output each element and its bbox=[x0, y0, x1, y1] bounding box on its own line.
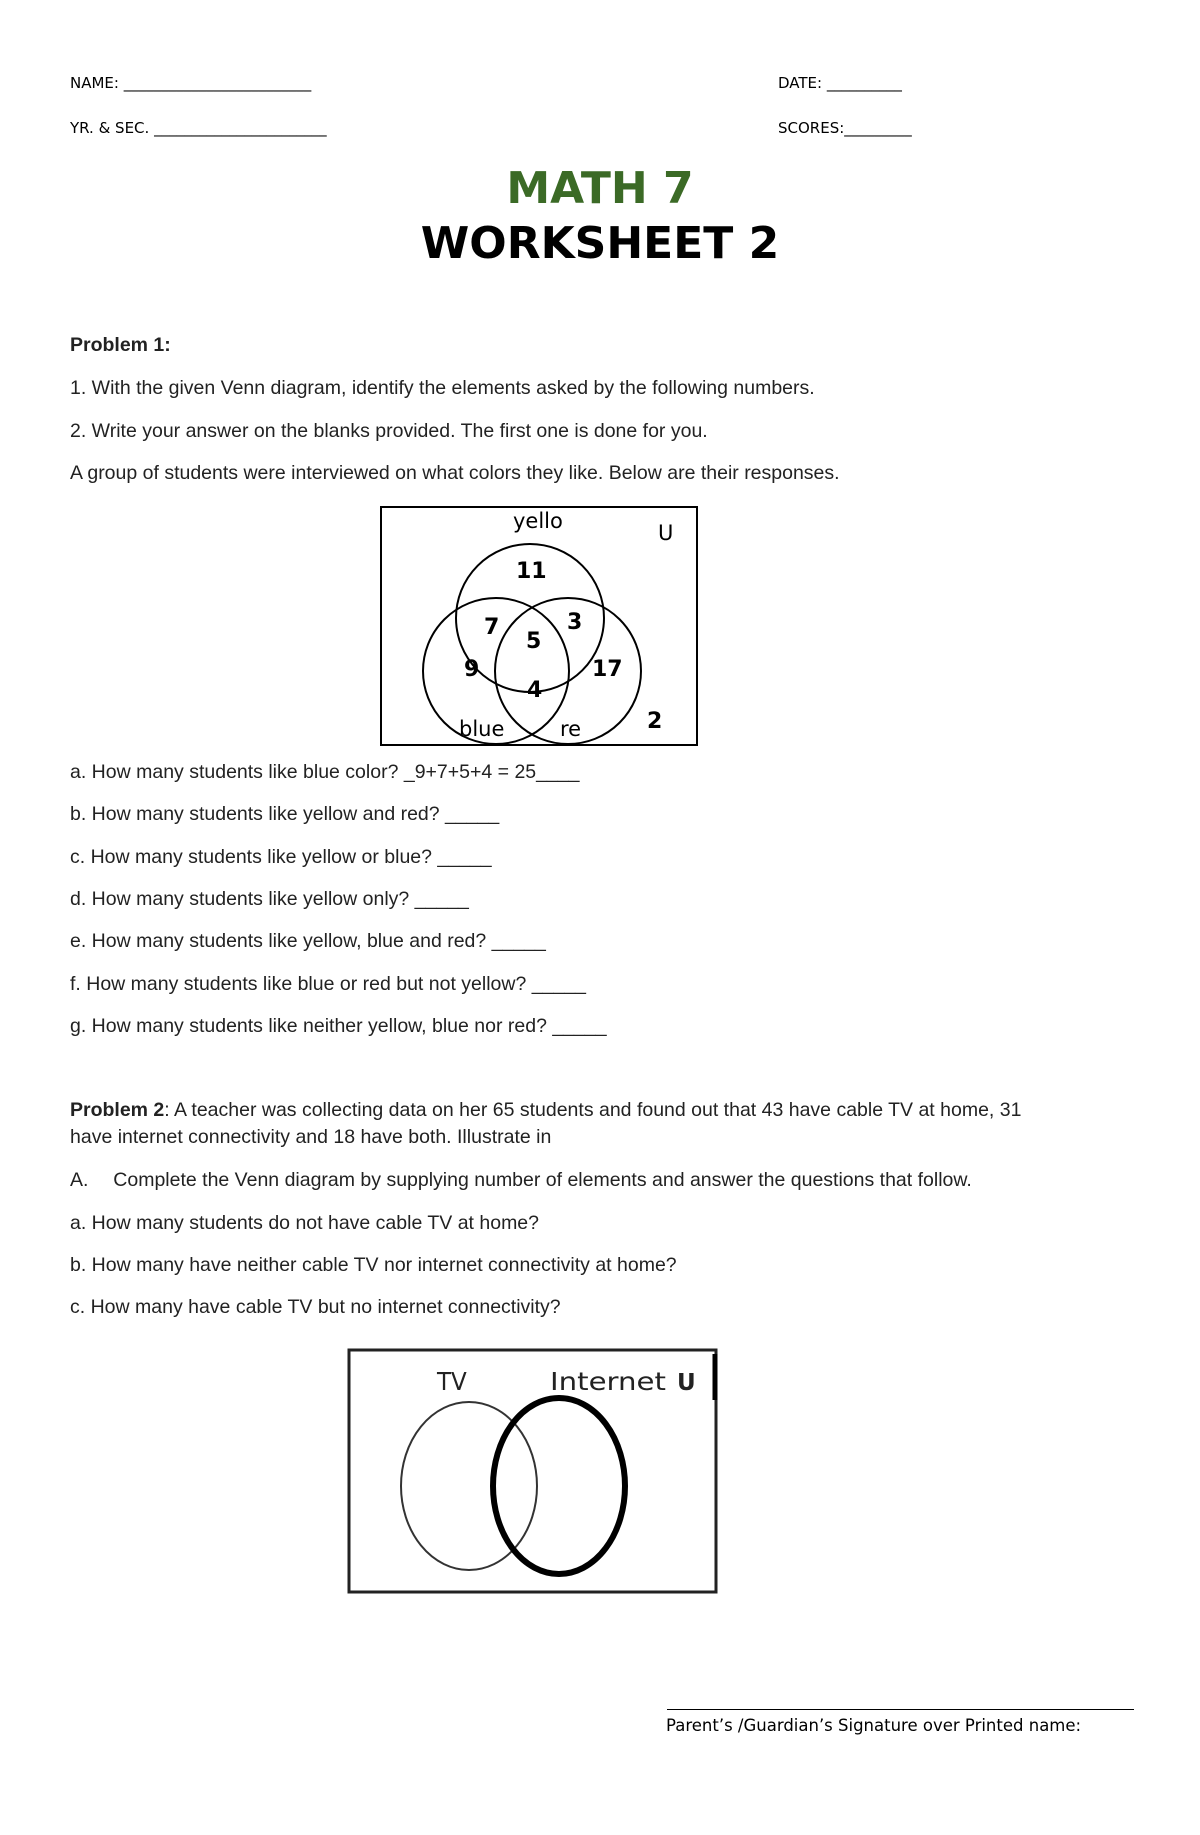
scores-label: SCORES: bbox=[778, 119, 845, 137]
venn2-label-internet: Internet bbox=[550, 1367, 667, 1396]
scores-field bbox=[778, 119, 912, 137]
venn2-label-universe: U bbox=[677, 1370, 696, 1396]
problem2-part-a-label: A. bbox=[70, 1169, 89, 1191]
problem2-part-a bbox=[70, 1169, 972, 1192]
problem1-instruction-2: 2. Write your answer on the blanks provided. The first one is done for you. bbox=[70, 420, 708, 442]
yrsec-label: YR. & SEC. bbox=[70, 119, 150, 137]
venn1-region-blue-red: 4 bbox=[527, 678, 543, 703]
signature-label: Parent’s /Guardian’s Signature over Printed name: bbox=[666, 1716, 1082, 1735]
question-2a: a. How many students do not have cable TV at home? bbox=[70, 1212, 539, 1234]
name-blank[interactable]: _________________________ bbox=[123, 74, 312, 92]
question-1a-answer[interactable]: _9+7+5+4 = 25____ bbox=[403, 761, 580, 783]
problem2-statement-line2: have internet connectivity and 18 have both. Illustrate in bbox=[70, 1126, 552, 1148]
problem2-statement-line1 bbox=[70, 1099, 1021, 1122]
problem2-part-a-text: Complete the Venn diagram by supplying number of elements and answer the questions that follow. bbox=[113, 1169, 972, 1191]
question-1f[interactable]: f. How many students like blue or red but not yellow? _____ bbox=[70, 973, 586, 995]
question-1d[interactable]: d. How many students like yellow only? _____ bbox=[70, 888, 469, 910]
yrsec-field bbox=[70, 119, 327, 137]
venn2-tv-circle bbox=[401, 1402, 537, 1570]
venn2-internet-circle bbox=[493, 1398, 625, 1574]
name-label: NAME: bbox=[70, 74, 119, 92]
venn1-region-yellow-blue: 7 bbox=[484, 615, 500, 640]
venn1-region-red-only: 17 bbox=[592, 657, 623, 682]
venn1-region-yellow-only: 11 bbox=[516, 559, 547, 584]
problem2-statement-1: : A teacher was collecting data on her 65 students and found out that 43 have cable TV at home, 31 bbox=[164, 1099, 1022, 1121]
venn1-region-yellow-red: 3 bbox=[567, 610, 583, 635]
question-1c[interactable]: c. How many students like yellow or blue? _____ bbox=[70, 846, 492, 868]
subject-title: MATH 7 bbox=[506, 163, 694, 214]
venn2-label-tv: TV bbox=[437, 1367, 467, 1397]
problem1-instruction-1: 1. With the given Venn diagram, identify the elements asked by the following numbers. bbox=[70, 377, 815, 399]
question-1e[interactable]: e. How many students like yellow, blue and red? _____ bbox=[70, 930, 546, 952]
venn1-label-red: re bbox=[560, 717, 582, 741]
worksheet-title: WORKSHEET 2 bbox=[420, 218, 780, 269]
venn1-region-all-three: 5 bbox=[526, 629, 542, 654]
venn1-label-blue: blue bbox=[459, 717, 505, 741]
venn1-region-blue-only: 9 bbox=[464, 657, 480, 682]
question-1b[interactable]: b. How many students like yellow and red? _____ bbox=[70, 803, 500, 825]
question-2c: c. How many have cable TV but no internet connectivity? bbox=[70, 1296, 561, 1318]
venn-diagram-tv-internet[interactable] bbox=[347, 1348, 721, 1596]
signature-line[interactable] bbox=[667, 1709, 1134, 1710]
problem1-heading: Problem 1: bbox=[70, 334, 171, 356]
venn1-label-universe: U bbox=[658, 521, 674, 545]
yrsec-blank[interactable]: _______________________ bbox=[154, 119, 327, 137]
name-field bbox=[70, 74, 311, 92]
question-1g[interactable]: g. How many students like neither yellow, blue nor red? _____ bbox=[70, 1015, 607, 1037]
date-field bbox=[778, 74, 902, 92]
question-1a-text: a. How many students like blue color? bbox=[70, 761, 404, 783]
date-label: DATE: bbox=[778, 74, 823, 92]
venn1-region-outside: 2 bbox=[647, 709, 663, 734]
venn1-label-yellow: yello bbox=[513, 509, 563, 533]
question-1a bbox=[70, 761, 580, 784]
date-blank[interactable]: __________ bbox=[826, 74, 902, 92]
scores-blank[interactable]: _________ bbox=[844, 119, 912, 137]
venn-diagram-colors bbox=[380, 506, 700, 748]
problem1-context: A group of students were interviewed on what colors they like. Below are their responses. bbox=[70, 462, 840, 484]
question-2b: b. How many have neither cable TV nor internet connectivity at home? bbox=[70, 1254, 677, 1276]
problem2-heading: Problem 2 bbox=[70, 1099, 165, 1121]
